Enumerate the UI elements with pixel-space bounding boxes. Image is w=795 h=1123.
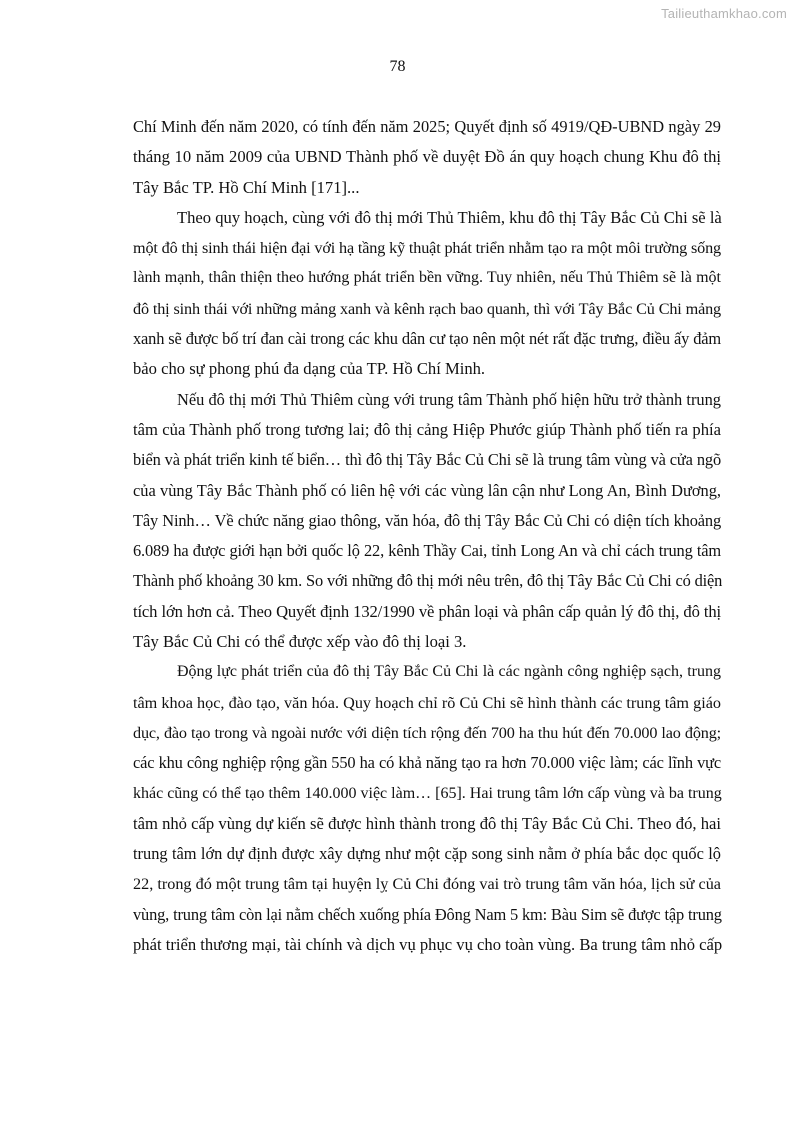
watermark-text: Tailieuthamkhao.com xyxy=(661,6,787,21)
text-line: tâm nhỏ cấp vùng dự kiến sẽ được hình thành trong đô thị Tây Bắc Củ Chi. Theo đó, hai xyxy=(133,813,721,833)
paragraph-first-line: Động lực phát triển của đô thị Tây Bắc Củ Chi là các ngành công nghiệp sạch, trung xyxy=(177,663,721,681)
paragraph-first-line: Nếu đô thị mới Thủ Thiêm cùng với trung tâm Thành phố hiện hữu trở thành trung xyxy=(177,389,721,409)
text-line: biển và phát triển kinh tế biển… thì đô thị Tây Bắc Củ Chi sẽ là trung tâm vùng và cửa ngõ xyxy=(133,450,721,470)
text-line: các khu công nghiệp rộng gần 550 ha có khả năng tạo ra hơn 70.000 việc làm; các lĩnh vực xyxy=(133,753,721,773)
text-line: Chí Minh đến năm 2020, có tính đến năm 2025; Quyết định số 4919/QĐ-UBND ngày 29 xyxy=(133,117,721,136)
text-line: Tây Bắc Củ Chi có thể được xếp vào đô thị loại 3. xyxy=(133,632,467,652)
text-line: phát triển thương mại, tài chính và dịch vụ phục vụ cho toàn vùng. Ba trung tâm nhỏ cấp xyxy=(133,935,723,955)
text-line: trung tâm lớn dự định được xây dựng như một cặp song sinh nằm ở phía bắc dọc quốc lộ xyxy=(133,844,721,864)
text-line: Thành phố khoảng 30 km. So với những đô thị mới nêu trên, đô thị Tây Bắc Củ Chi có diện xyxy=(133,571,723,591)
page-number: 78 xyxy=(389,58,406,75)
document-body xyxy=(133,112,721,960)
text-line: xanh sẽ được bố trí đan cài trong các khu dân cư tạo nên một nét rất đặc trưng, điều ấy đảm xyxy=(133,329,721,349)
text-line: Tây Bắc TP. Hồ Chí Minh [171]... xyxy=(133,177,360,197)
text-line: vùng, trung tâm còn lại nằm chếch xuống phía Đông Nam 5 km: Bàu Sim sẽ được tập trung xyxy=(133,904,722,924)
text-line: khác cũng có thể tạo thêm 140.000 việc làm… [65]. Hai trung tâm lớn cấp vùng và ba trung xyxy=(133,784,722,802)
text-line: 22, trong đó một trung tâm tại huyện lỵ Củ Chi đóng vai trò trung tâm văn hóa, lịch sử của xyxy=(133,875,721,894)
text-line: bảo cho sự phong phú đa dạng của TP. Hồ Chí Minh. xyxy=(133,359,486,379)
text-line: tâm của Thành phố trong tương lai; đô thị cảng Hiệp Phước giúp Thành phố tiến ra phía xyxy=(133,419,721,439)
text-line: lành mạnh, thân thiện theo hướng phát triển bền vững. Tuy nhiên, nếu Thủ Thiêm sẽ là một xyxy=(133,269,721,287)
text-line: tâm khoa học, đào tạo, văn hóa. Quy hoạch chỉ rõ Củ Chi sẽ hình thành các trung tâm giáo xyxy=(133,693,721,712)
text-line: một đô thị sinh thái hiện đại với hạ tầng kỹ thuật phát triển nhằm tạo ra một môi trường sống xyxy=(133,239,721,258)
text-line: của vùng Tây Bắc Thành phố có liên hệ với các vùng lân cận như Long An, Bình Dương, xyxy=(133,480,721,500)
text-line: đô thị sinh thái với những mảng xanh và kênh rạch bao quanh, thì với Tây Bắc Củ Chi mảng xyxy=(133,299,721,318)
paragraph-first-line: Theo quy hoạch, cùng với đô thị mới Thủ Thiêm, khu đô thị Tây Bắc Củ Chi sẽ là xyxy=(177,207,722,227)
text-line: dục, đào tạo trong và ngoài nước với diện tích rộng đến 700 ha thu hút đến 70.000 lao động; xyxy=(133,723,721,742)
text-line: tích lớn hơn cả. Theo Quyết định 132/1990 về phân loại và phân cấp quản lý đô thị, đô thị xyxy=(133,601,721,621)
text-line: Tây Ninh… Về chức năng giao thông, văn hóa, đô thị Tây Bắc Củ Chi có diện tích khoảng xyxy=(133,510,721,530)
text-line: 6.089 ha được giới hạn bởi quốc lộ 22, kênh Thầy Cai, tỉnh Long An và chỉ cách trung tâm xyxy=(133,541,721,561)
text-line: tháng 10 năm 2009 của UBND Thành phố về duyệt Đồ án quy hoạch chung Khu đô thị xyxy=(133,147,721,167)
